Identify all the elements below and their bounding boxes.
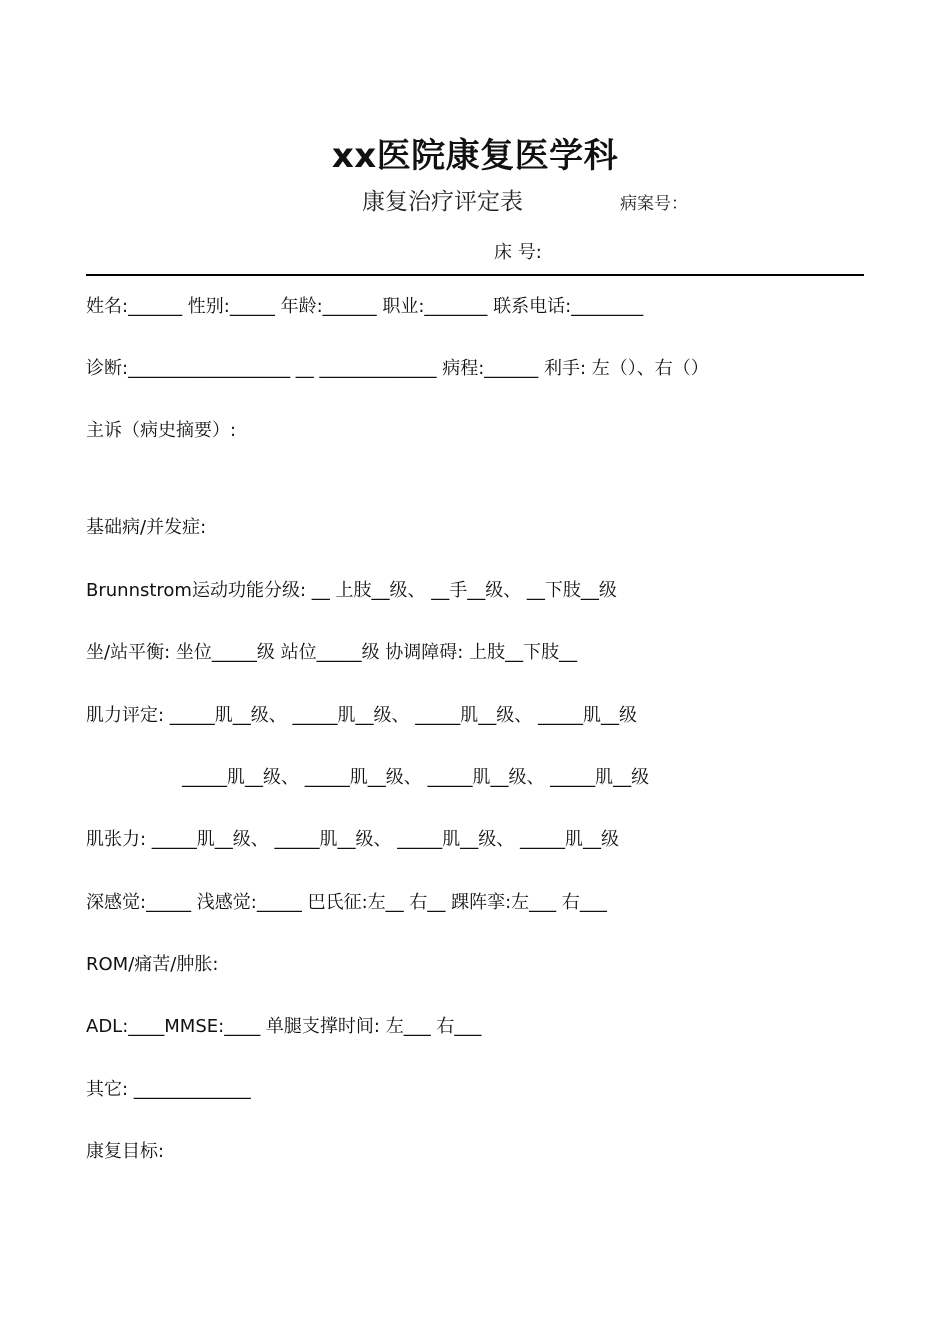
strength-line-2: _____肌__级、 _____肌__级、 _____肌__级、 _____肌__级	[182, 767, 650, 788]
header-divider	[86, 274, 864, 276]
adl-line: ADL:____MMSE:____ 单腿支撑时间: 左___ 右___	[86, 1016, 482, 1037]
case-number-label: 病案号：	[620, 194, 688, 214]
form-title: 康复治疗评定表	[362, 189, 523, 215]
chief-complaint-line: 主诉（病史摘要）:	[86, 420, 237, 441]
rom-line: ROM/痛苦/肿胀:	[86, 954, 219, 975]
bed-number-label: 床 号:	[494, 242, 542, 263]
brunnstrom-line: Brunnstrom运动功能分级: __ 上肢__级、 __手__级、 __下肢__级	[86, 580, 617, 601]
hospital-title: xx医院康复医学科	[331, 136, 619, 176]
sensation-line: 深感觉:_____ 浅感觉:_____ 巴氏征:左__ 右__ 踝阵挛:左___ 右___	[86, 892, 607, 913]
rehab-goal-line: 康复目标:	[86, 1141, 165, 1162]
other-line: 其它: _____________	[86, 1079, 251, 1100]
muscle-tone-line: 肌张力: _____肌__级、 _____肌__级、 _____肌__级、 _____肌__级	[86, 829, 619, 850]
comorbidity-line: 基础病/并发症:	[86, 517, 207, 538]
basic-info-line: 姓名:______ 性别:_____ 年龄:______ 职业:_______ 联系电话:________	[86, 296, 644, 317]
balance-line: 坐/站平衡: 坐位_____级 站位_____级 协调障碍: 上肢__下肢__	[86, 642, 578, 663]
strength-line-1: 肌力评定: _____肌__级、 _____肌__级、 _____肌__级、 _____肌__级	[86, 705, 637, 726]
diagnosis-line: 诊断:__________________ __ _____________ 病程:______ 利手: 左（）、右（）	[86, 358, 709, 379]
